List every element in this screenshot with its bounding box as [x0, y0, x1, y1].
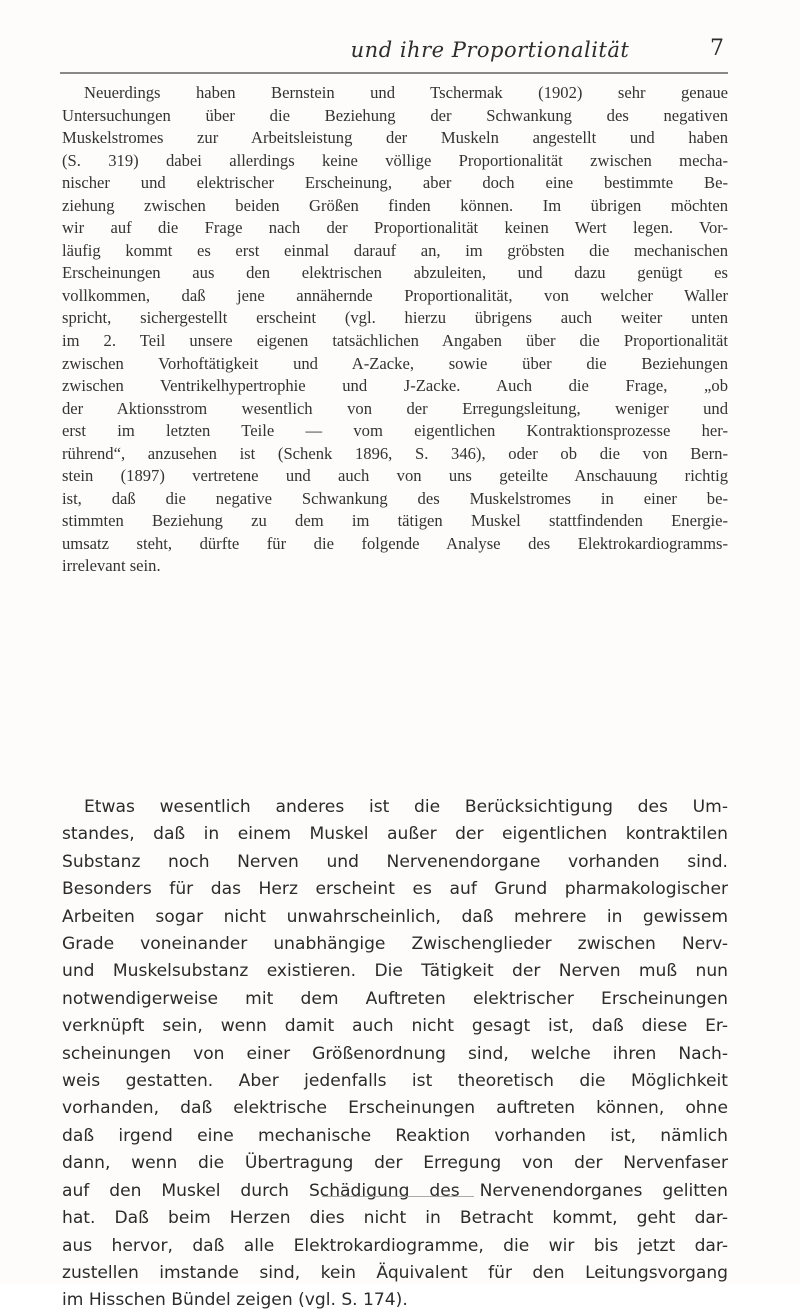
text-line: Etwas wesentlich anderes ist die Berücksichtigung des Um-	[84, 797, 728, 817]
text-line: nischer und elektrischer Erscheinung, aber doch eine bestimmte Be-	[62, 173, 728, 193]
text-line: (S. 319) dabei allerdings keine völlige Proportionalität zwischen mecha-	[62, 150, 728, 170]
paragraph-small-print	[62, 82, 728, 578]
text-line: hat. Daß beim Herzen dies nicht in Betracht kommt, geht dar-	[62, 1208, 728, 1229]
text-line: auf den Muskel durch Schädigung des Nervenendorganes gelitten	[62, 1180, 728, 1201]
paragraph-main	[62, 794, 728, 1315]
text-line: aus hervor, daß alle Elektrokardiogramme, die wir bis jetzt dar-	[62, 1235, 728, 1256]
text-line: und Muskelsubstanz existieren. Die Tätigkeit der Nerven muß nun	[62, 961, 728, 982]
text-line: spricht, sichergestellt erscheint (vgl. hierzu übrigens auch weiter unten	[62, 308, 728, 328]
text-line: vorhanden, daß elektrische Erscheinungen auftreten können, ohne	[62, 1098, 728, 1119]
text-line: der Aktionsstrom wesentlich von der Erregungsleitung, weniger und	[62, 398, 728, 418]
text-line: umsatz steht, dürfte für die folgende Analyse des Elektrokardiogramms-	[62, 533, 728, 553]
text-line: rührend“, anzusehen ist (Schenk 1896, S. 346), oder ob die von Bern-	[62, 443, 728, 463]
text-line: scheinungen von einer Größenordnung sind, welche ihren Nach-	[62, 1043, 728, 1064]
text-line: zwischen Ventrikelhypertrophie und J-Zacke. Auch die Frage, „ob	[62, 376, 728, 396]
text-line: Substanz noch Nerven und Nervenendorgane vorhanden sind.	[62, 851, 728, 872]
text-line: vollkommen, daß jene annähernde Proportionalität, von welcher Waller	[62, 285, 728, 305]
text-line: stein (1897) vertretene und auch von uns geteilte Anschauung richtig	[62, 466, 728, 486]
text-line: daß irgend eine mechanische Reaktion vorhanden ist, nämlich	[62, 1125, 728, 1146]
text-line: Erscheinungen aus den elektrischen abzuleiten, und dazu genügt es	[62, 263, 728, 283]
text-line: erst im letzten Teile — vom eigentlichen Kontraktionsprozesse her-	[62, 421, 728, 441]
text-line: Besonders für das Herz erscheint es auf Grund pharmakologischer	[62, 879, 728, 900]
text-line: Untersuchungen über die Beziehung der Schwankung des negativen	[62, 105, 728, 125]
text-line: standes, daß in einem Muskel außer der eigentlichen kontraktilen	[62, 824, 728, 845]
text-line: irrelevant sein.	[62, 556, 161, 576]
text-line: dann, wenn die Übertragung der Erregung von der Nervenfaser	[62, 1153, 728, 1174]
text-line: ist, daß die negative Schwankung des Muskelstromes in einer be-	[62, 488, 728, 508]
text-line: notwendigerweise mit dem Auftreten elektrischer Erscheinungen	[62, 988, 728, 1009]
text-line: zwischen Vorhoftätigkeit und A-Zacke, sowie über die Beziehungen	[62, 353, 728, 373]
running-title: und ihre Proportionalität	[350, 38, 630, 62]
text-line: wir auf die Frage nach der Proportionalität keinen Wert legen. Vor-	[62, 218, 728, 238]
text-line: im Hisschen Bündel zeigen (vgl. S. 174).	[62, 1290, 408, 1311]
page-number: 7	[710, 36, 724, 61]
text-line: im 2. Teil unsere eigenen tatsächlichen Angaben über die Proportionalität	[62, 331, 728, 351]
closing-rule	[322, 1196, 474, 1197]
text-line: stimmten Beziehung zu dem im tätigen Muskel stattfindenden Energie-	[62, 511, 728, 531]
text-line: Arbeiten sogar nicht unwahrscheinlich, daß mehrere in gewissem	[62, 906, 728, 927]
header-rule	[60, 72, 728, 74]
text-line: ziehung zwischen beiden Größen finden können. Im übrigen möchten	[62, 195, 728, 215]
text-line: Grade voneinander unabhängige Zwischenglieder zwischen Nerv-	[62, 934, 728, 955]
text-line: Muskelstromes zur Arbeitsleistung der Muskeln angestellt und haben	[62, 128, 728, 148]
text-line: verknüpft sein, wenn damit auch nicht gesagt ist, daß diese Er-	[62, 1016, 728, 1037]
text-line: läufig kommt es erst einmal darauf an, im gröbsten die mechanischen	[62, 240, 728, 260]
text-line: Neuerdings haben Bernstein und Tschermak (1902) sehr genaue	[84, 83, 728, 102]
text-line: weis gestatten. Aber jedenfalls ist theoretisch die Möglichkeit	[62, 1071, 728, 1092]
text-line: zustellen imstande sind, kein Äquivalent für den Leitungsvorgang	[62, 1262, 728, 1283]
